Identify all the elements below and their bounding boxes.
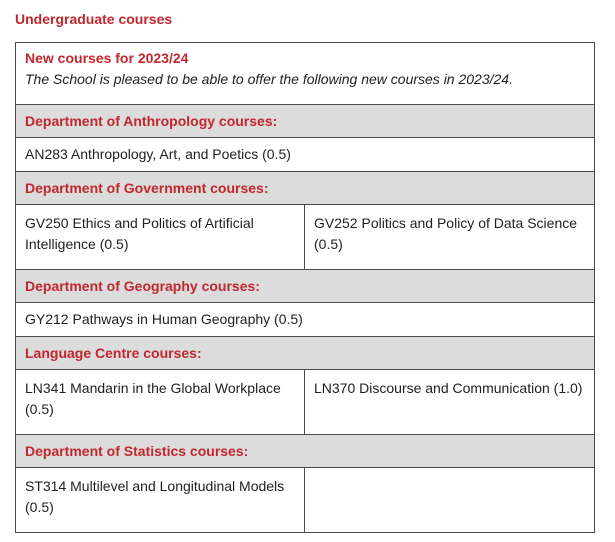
intro-text: The School is pleased to be able to offer the following new courses in 2023/24. — [25, 71, 513, 87]
course-cell: GV252 Politics and Policy of Data Science (0.5) — [305, 205, 595, 270]
course-row — [16, 205, 595, 270]
department-name: Department of Statistics courses: — [16, 435, 595, 468]
department-header-statistics — [16, 435, 595, 468]
section-title: Undergraduate courses — [15, 11, 173, 27]
course-cell: AN283 Anthropology, Art, and Poetics (0.5) — [16, 138, 595, 172]
course-cell: GV250 Ethics and Politics of Artificial Intelligence (0.5) — [16, 205, 305, 270]
department-header-government — [16, 172, 595, 205]
department-header-language-centre — [16, 337, 595, 370]
department-name: Department of Government courses: — [16, 172, 595, 205]
department-header-geography — [16, 270, 595, 303]
intro-row — [16, 43, 595, 105]
intro-cell — [16, 43, 595, 105]
course-cell: LN370 Discourse and Communication (1.0) — [305, 370, 595, 435]
department-name: Department of Anthropology courses: — [16, 105, 595, 138]
course-row — [16, 370, 595, 435]
new-courses-table — [15, 42, 595, 533]
course-cell: ST314 Multilevel and Longitudinal Models (0.5) — [16, 468, 305, 533]
course-cell: GY212 Pathways in Human Geography (0.5) — [16, 303, 595, 337]
department-header-anthropology — [16, 105, 595, 138]
course-cell: LN341 Mandarin in the Global Workplace (0.5) — [16, 370, 305, 435]
department-name: Department of Geography courses: — [16, 270, 595, 303]
intro-heading: New courses for 2023/24 — [25, 50, 189, 66]
course-row — [16, 468, 595, 533]
department-name: Language Centre courses: — [16, 337, 595, 370]
empty-cell — [305, 468, 595, 533]
course-row — [16, 303, 595, 337]
course-row — [16, 138, 595, 172]
